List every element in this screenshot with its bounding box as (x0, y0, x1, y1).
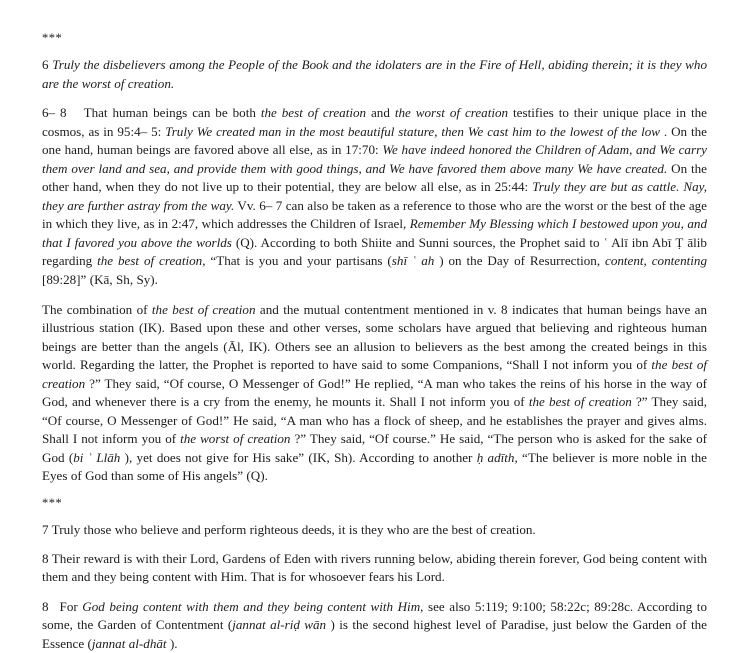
roman-run: and the mutual contentment mentioned in v. 8 indicates that human beings have an illustrious station (IK). Based upon these and other verses, some scholars have argued that believing and righteous human beings are better than the angels (Āl, IK). Others see an allusion to believers as the best among the created beings in this world. Regarding the latter, the Prophet is reported to have said to some Companions, “Shall I not inform you of (42, 301, 708, 373)
italic-run: the best of creation (260, 105, 367, 121)
roman-run: ?” They said, “Of course.” He said, “The person who is asked for the sake of God ( (42, 431, 707, 465)
section-divider-middle: *** (42, 496, 63, 511)
section-divider-top: *** (42, 31, 63, 45)
verse-7-paragraph: 7 Truly those who believe and perform righteous deeds, it is they who are the best of creation. (42, 522, 536, 538)
italic-run: bi ʾ Llāh (73, 449, 121, 465)
roman-run: On the other hand, when they do not live up to their potential, they are below all else, as in 25:44: (42, 160, 707, 195)
italic-run: God being content with them and they being content with Him, (82, 598, 424, 614)
commentary-combination-body (42, 302, 707, 484)
italic-run: the best of creation (151, 301, 256, 317)
italic-run: the best of creation (42, 357, 707, 391)
roman-run: “That is you and your partisans ( (205, 253, 392, 269)
italic-run: content, contenting (605, 253, 708, 269)
verse-6-paragraph (42, 56, 707, 93)
verse-8-paragraph: 8 Their reward is with their Lord, Gardens of Eden with rivers running below, abiding therein forever, God being content with them and they being content with Him. That is for whosoever fears his Lord. (42, 550, 707, 585)
italic-run: ḥ adīth, (476, 449, 518, 465)
italic-run: Remember My Blessing which I bestowed upon you, and that I favored you above the worlds (42, 216, 707, 250)
roman-run: ?” They said, “Of course, O Messenger of God!” He said, “A man who has a flock of sheep, and he establishes the prayer and gives alms. Shall I not inform you of (42, 394, 707, 447)
roman-run: [89:28]” (Kā, Sh, Sy). (42, 272, 158, 288)
commentary-8-body (42, 599, 707, 651)
italic-run: the best of creation, (97, 253, 206, 269)
commentary-combination-paragraph (42, 301, 707, 486)
italic-run: shī ʿ ah (391, 253, 435, 269)
roman-run: The combination of (42, 301, 152, 317)
roman-run: “The believer is more noble in the Eyes of God than some of His angels” (Q). (42, 449, 707, 484)
roman-run: ) is the second highest level of Paradise, just below the Garden of the Essence ( (42, 617, 707, 651)
verse-6-number: 6 (42, 57, 49, 72)
roman-run: ?” They said, “Of course, O Messenger of God!” He replied, “A man who takes the reins of his horse in the way of God, and whenever there is a cry from the enemy, he mounts it. Shall I not inform you of (42, 375, 707, 410)
italic-run: We have indeed honored the Children of Adam, and We carry them over land and sea, and provide them with good things, and We have favored them above many We have created. (42, 142, 707, 176)
italic-run: the worst of creation (180, 431, 291, 447)
roman-run: ), yet does not give for His sake” (IK, Sh). According to another (120, 449, 477, 465)
commentary-8-paragraph (42, 598, 707, 653)
roman-run: For (59, 598, 83, 614)
italic-run: jannat al-riḍ wān (232, 617, 327, 633)
italic-run: the best of creation (528, 394, 632, 410)
commentary-6-8-body (42, 105, 707, 287)
roman-run: testifies to their unique place in the cosmos, as in 95:4– 5: (42, 105, 707, 139)
verse-6-text: Truly the disbelievers among the People of the Book and the idolaters are in the Fire of Hell, abiding therein; it is they who are the worst of creation. (42, 57, 708, 91)
italic-run: jannat al-dhāt (91, 635, 167, 651)
italic-run: the worst of creation (394, 105, 509, 121)
roman-run: ). (166, 635, 178, 651)
roman-run: . On the one hand, human beings are favored above all else, as in 17:70: (42, 123, 707, 158)
roman-run: (Q). According to both Shiite and Sunni sources, the Prophet said to ʿ Alī ibn Abī Ṭ ālib regarding (42, 234, 707, 269)
roman-run: and (366, 105, 395, 121)
italic-run: Truly they are but as cattle. Nay, they are further astray from the way. (42, 179, 707, 213)
italic-run: Truly We created man in the most beautiful stature, then We cast him to the lowest of the low (165, 123, 660, 139)
roman-run: That human beings can be both (83, 105, 261, 121)
commentary-8-label: 8 (42, 598, 49, 614)
page-text-column (42, 32, 707, 653)
roman-run: ) on the Day of Resurrection, (434, 253, 606, 269)
commentary-6-8-paragraph (42, 104, 707, 289)
roman-run: see also 5:119; 9:100; 58:22c; 89:28c. According to some, the Garden of Contentment ( (42, 598, 707, 633)
commentary-6-8-label: 6– 8 (42, 105, 67, 121)
roman-run: Vv. 6– 7 can also be taken as a reference to those who are the worst or the best of the age in which they live, as in 2:47, which addresses the Children of Israel, (42, 197, 707, 232)
